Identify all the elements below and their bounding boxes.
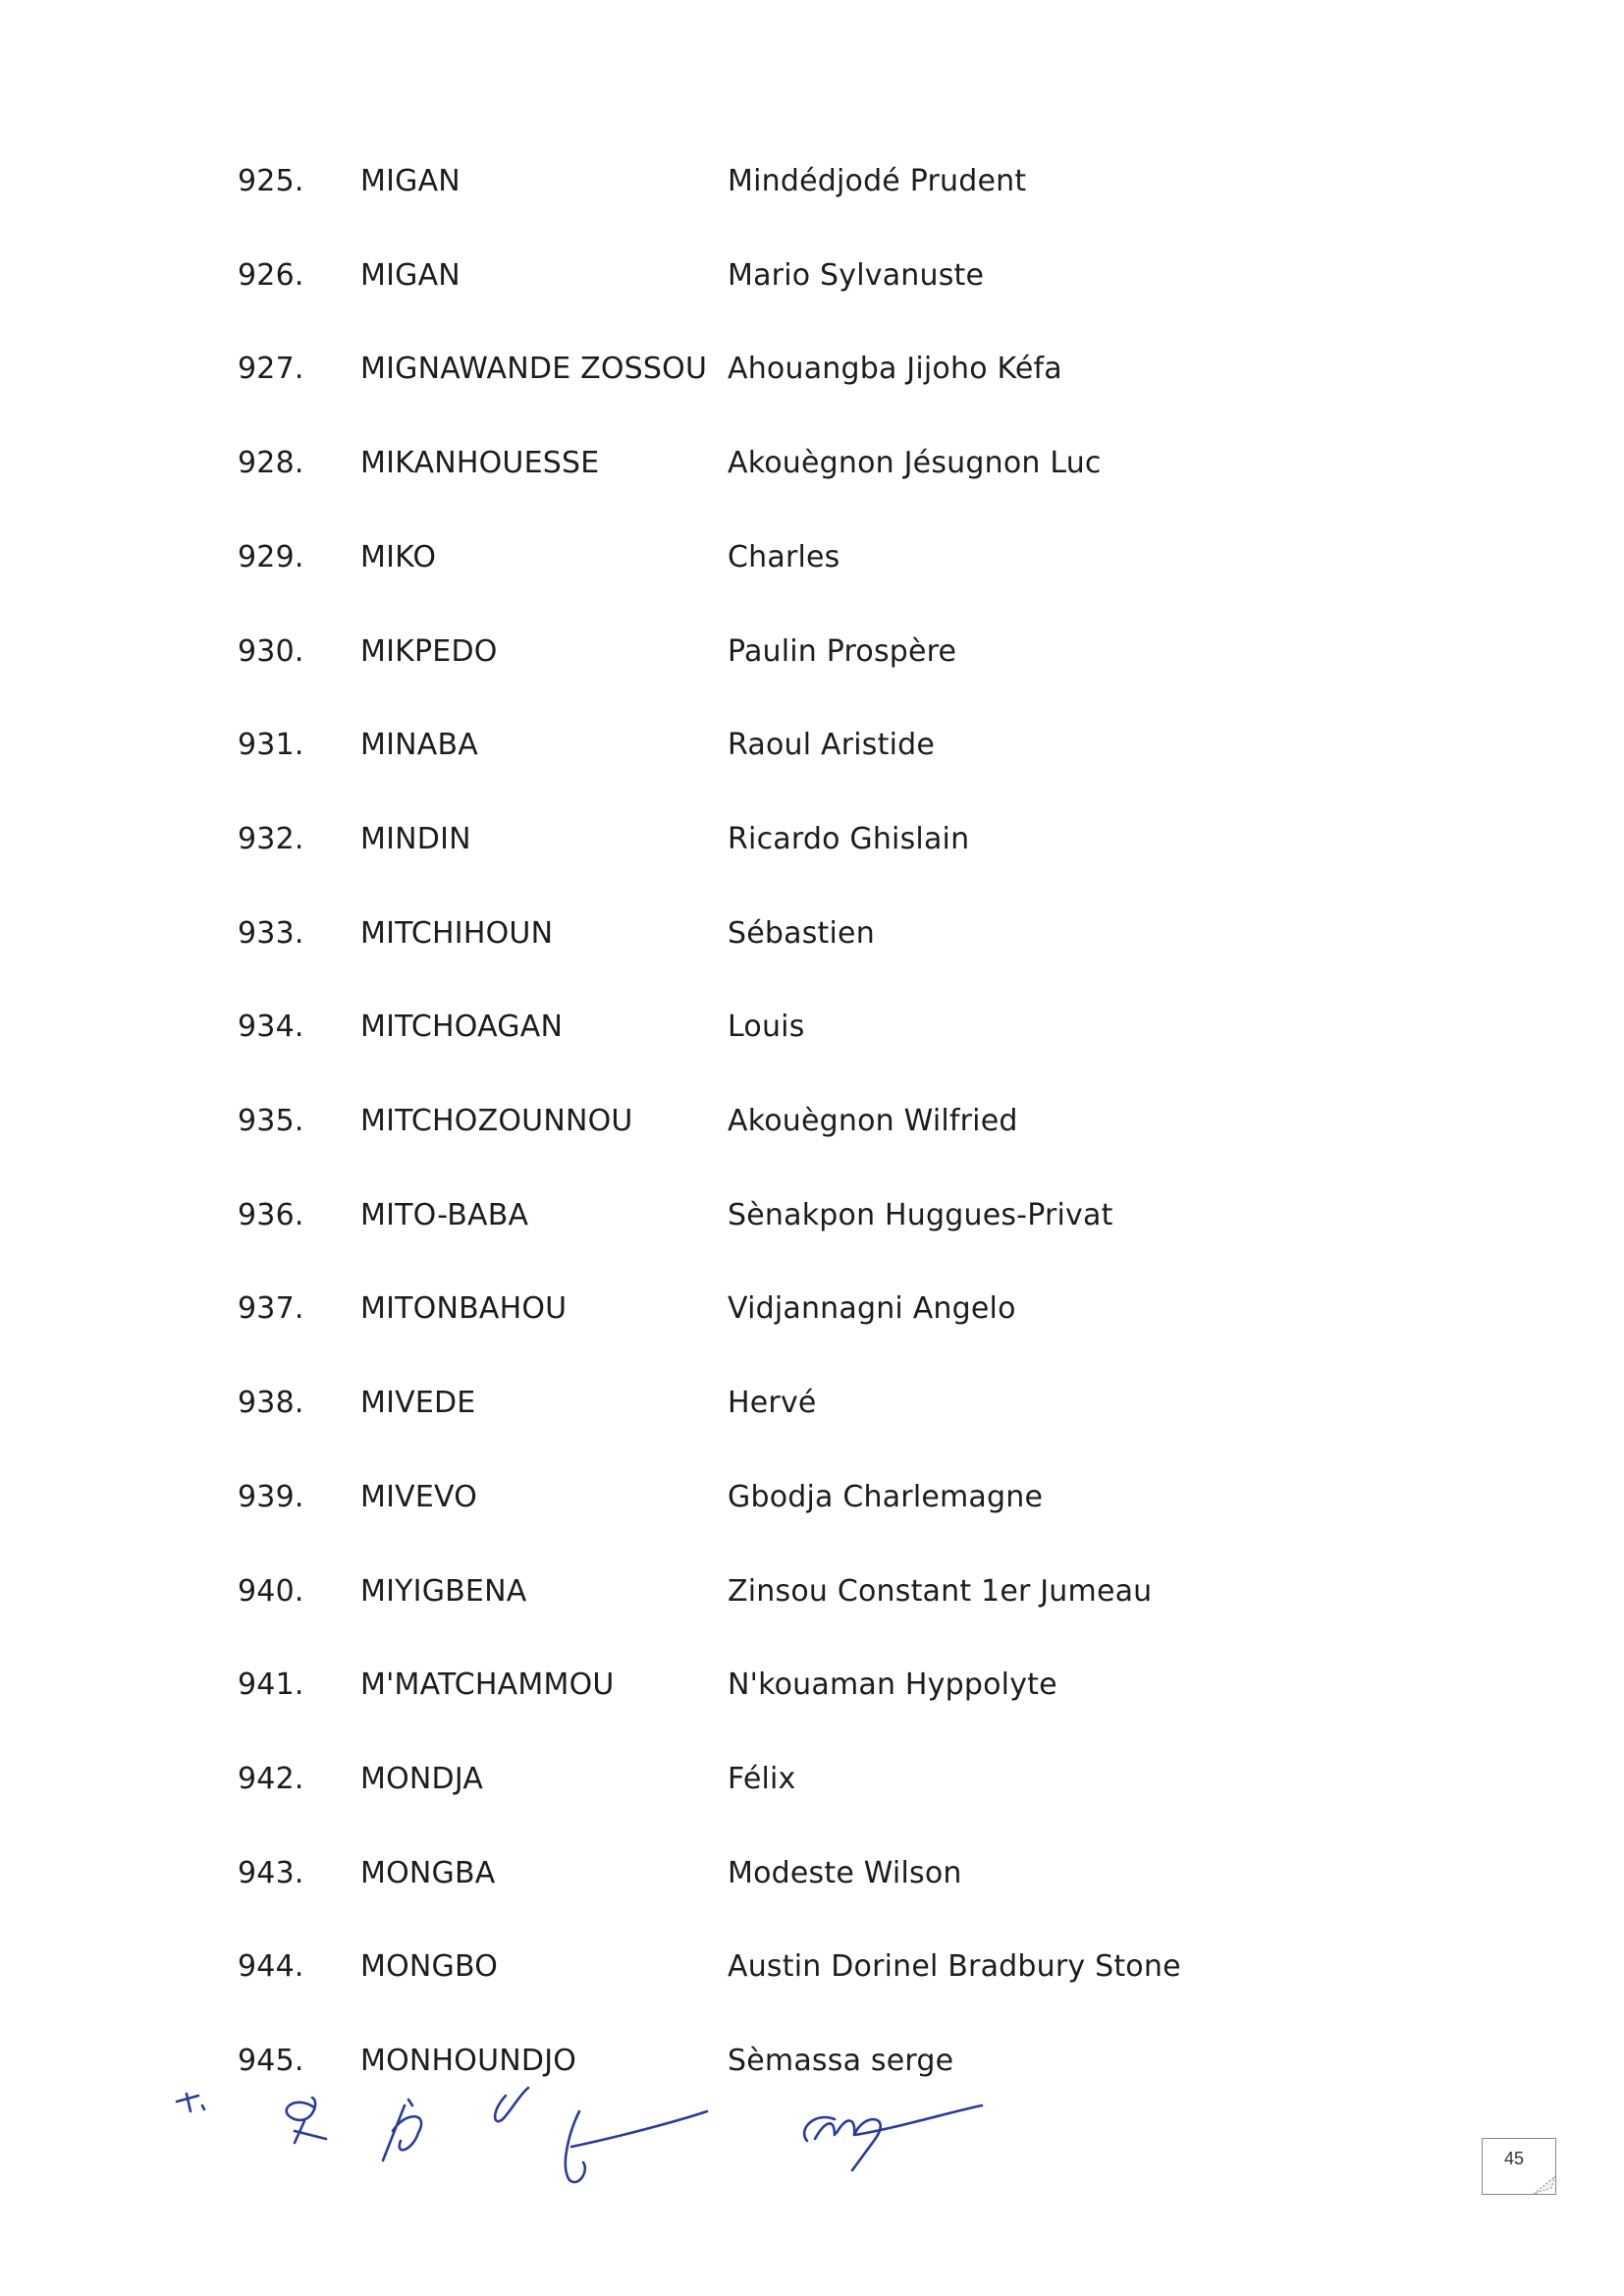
list-row: [0, 1567, 1624, 1616]
last-name: MITCHOAGAN: [360, 1010, 564, 1045]
entry-number: 937.: [238, 1291, 304, 1327]
first-names: Sènakpon Huggues-Privat: [728, 1197, 1113, 1232]
first-names: Ahouangba Jijoho Kéfa: [728, 352, 1062, 387]
list-row: [0, 1661, 1624, 1710]
first-names: Paulin Prospère: [728, 633, 957, 669]
entry-number: 925.: [238, 164, 304, 198]
last-name: MIKO: [360, 539, 437, 574]
first-names: N'kouaman Hyppolyte: [728, 1667, 1057, 1703]
entry-number: 943.: [238, 1855, 304, 1890]
list-row: [0, 1191, 1624, 1240]
last-name: MINDIN: [360, 821, 471, 856]
entry-number: 936.: [238, 1197, 304, 1232]
list-row: [0, 1755, 1624, 1804]
first-names: Sébastien: [728, 915, 875, 951]
entry-number: 928.: [238, 446, 304, 481]
first-names: Hervé: [728, 1386, 817, 1421]
last-name: MONGBO: [360, 1949, 499, 1985]
first-names: Gbodja Charlemagne: [728, 1479, 1044, 1514]
entry-number: 927.: [238, 352, 304, 387]
entry-number: 938.: [238, 1386, 304, 1421]
last-name: MONGBA: [360, 1855, 496, 1890]
first-names: Raoul Aristide: [728, 728, 936, 763]
entry-number: 935.: [238, 1104, 304, 1138]
list-row: [0, 815, 1624, 864]
last-name: MIGAN: [360, 257, 460, 293]
first-names: Modeste Wilson: [728, 1855, 962, 1890]
list-row: [0, 251, 1624, 301]
list-row: [0, 157, 1624, 206]
entry-number: 932.: [238, 821, 304, 856]
entry-number: 929.: [238, 539, 304, 574]
last-name: MIKANHOUESSE: [360, 446, 600, 481]
last-name: MIVEVO: [360, 1479, 478, 1514]
list-row: [0, 533, 1624, 582]
first-names: Akouègnon Jésugnon Luc: [728, 446, 1102, 481]
first-names: Vidjannagni Angelo: [728, 1291, 1016, 1327]
first-names: Charles: [728, 539, 840, 574]
entry-number: 933.: [238, 915, 304, 951]
list-row: [0, 1849, 1624, 1898]
handwritten-signatures: [147, 2072, 1031, 2219]
entry-number: 940.: [238, 1573, 304, 1609]
list-row: [0, 1942, 1624, 1992]
last-name: MONDJA: [360, 1761, 484, 1796]
entry-number: 939.: [238, 1479, 304, 1514]
list-row: [0, 1097, 1624, 1146]
first-names: Louis: [728, 1010, 805, 1045]
first-names: Akouègnon Wilfried: [728, 1104, 1018, 1138]
first-names: Ricardo Ghislain: [728, 821, 970, 856]
entry-number: 934.: [238, 1010, 304, 1045]
page-number-box: [1482, 2138, 1556, 2195]
first-names: Félix: [728, 1761, 796, 1796]
last-name: MONHOUNDJO: [360, 2044, 577, 2078]
entry-number: 942.: [238, 1761, 304, 1796]
list-row: [0, 1473, 1624, 1522]
last-name: MITCHIHOUN: [360, 915, 554, 951]
last-name: MITO-BABA: [360, 1197, 529, 1232]
list-row: [0, 1003, 1624, 1052]
entry-number: 930.: [238, 633, 304, 669]
first-names: Zinsou Constant 1er Jumeau: [728, 1573, 1153, 1609]
last-name: MIKPEDO: [360, 633, 498, 669]
entry-number: 945.: [238, 2044, 304, 2078]
list-row: [0, 721, 1624, 770]
first-names: Sèmassa serge: [728, 2044, 954, 2078]
page-curl-icon: [1532, 2174, 1557, 2196]
page-number: 45: [1503, 2149, 1525, 2168]
first-names: Mario Sylvanuste: [728, 257, 985, 293]
last-name: MIYIGBENA: [360, 1573, 527, 1609]
last-name: MIGAN: [360, 164, 460, 198]
list-row: [0, 345, 1624, 394]
list-row: [0, 1379, 1624, 1428]
last-name: M'MATCHAMMOU: [360, 1667, 615, 1703]
list-row: [0, 1285, 1624, 1334]
first-names: Austin Dorinel Bradbury Stone: [728, 1949, 1181, 1985]
last-name: MIVEDE: [360, 1386, 476, 1421]
entry-number: 941.: [238, 1667, 304, 1703]
list-row: [0, 909, 1624, 958]
first-names: Mindédjodé Prudent: [728, 164, 1027, 198]
entry-number: 926.: [238, 257, 304, 293]
entry-number: 944.: [238, 1949, 304, 1985]
last-name: MIGNAWANDE ZOSSOU: [360, 352, 708, 387]
last-name: MITONBAHOU: [360, 1291, 568, 1327]
list-row: [0, 628, 1624, 677]
last-name: MINABA: [360, 728, 478, 763]
list-row: [0, 439, 1624, 488]
entry-number: 931.: [238, 728, 304, 763]
last-name: MITCHOZOUNNOU: [360, 1104, 633, 1138]
